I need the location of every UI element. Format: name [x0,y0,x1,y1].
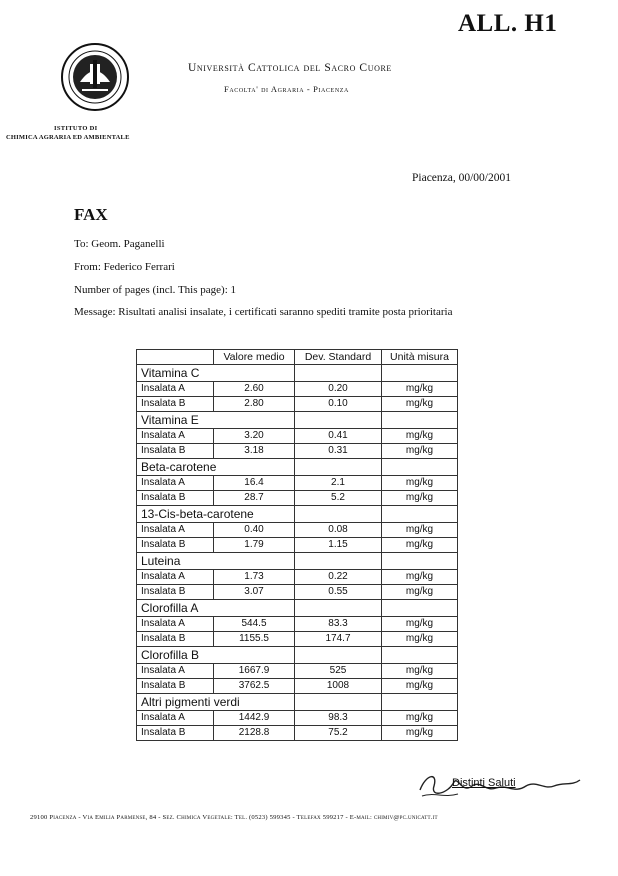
table-cell: 1008 [295,679,382,694]
table-group-row [137,694,458,711]
table-row [137,679,458,694]
table-row [137,491,458,506]
table-cell: Insalata A [137,617,214,632]
group-name: Vitamina E [137,412,295,429]
table-group-row [137,647,458,664]
table-cell: 2.60 [214,382,295,397]
table-cell: 0.55 [295,585,382,600]
table-group-row [137,412,458,429]
table-cell: mg/kg [382,570,458,585]
table-cell: 1.73 [214,570,295,585]
table-row [137,585,458,600]
table-cell: 525 [295,664,382,679]
document-date: Piacenza, 00/00/2001 [412,172,512,184]
table-cell: 1442.9 [214,711,295,726]
table-cell: mg/kg [382,476,458,491]
table-header-cell: Unità misura [382,350,458,365]
table-cell: 3.07 [214,585,295,600]
table-cell: 0.22 [295,570,382,585]
table-row [137,523,458,538]
table-cell: Insalata A [137,523,214,538]
table-header-row [137,350,458,365]
table-cell: 0.10 [295,397,382,412]
results-table [136,349,458,741]
fax-title: FAX [74,205,108,224]
table-cell: mg/kg [382,444,458,459]
table-cell: mg/kg [382,523,458,538]
empty-cell [295,412,382,429]
faculty-name: Facolta' di Agraria - Piacenza [224,84,349,94]
table-header-cell: Dev. Standard [295,350,382,365]
group-name: Vitamina C [137,365,295,382]
table-cell: Insalata B [137,679,214,694]
table-cell: 75.2 [295,726,382,741]
table-cell: mg/kg [382,664,458,679]
table-cell: 0.40 [214,523,295,538]
institute-line-1: ISTITUTO DI [54,125,98,132]
table-cell: 0.41 [295,429,382,444]
empty-cell [295,694,382,711]
university-seal-icon [60,42,130,112]
table-cell: mg/kg [382,491,458,506]
table-cell: 16.4 [214,476,295,491]
table-row [137,726,458,741]
table-cell: Insalata A [137,382,214,397]
group-name: Clorofilla B [137,647,295,664]
table-row [137,382,458,397]
table-cell: Insalata B [137,585,214,600]
closing-greeting: Distinti Saluti [452,777,516,789]
footer-address: 29100 Piacenza - Via Emilia Parmense, 84 - Sez. Chimica Vegetale: Tel. (0523) 599345 - Telefax 599217 - E-mail: chimiv@pc.unicatt.it [30,814,438,821]
table-cell: 3.18 [214,444,295,459]
table-header-cell: Valore medio [214,350,295,365]
table-cell: 98.3 [295,711,382,726]
table-row [137,570,458,585]
table-header-cell [137,350,214,365]
table-cell: mg/kg [382,632,458,647]
fax-to: To: Geom. Paganelli [74,238,165,250]
table-cell: mg/kg [382,585,458,600]
table-cell: Insalata B [137,632,214,647]
table-group-row [137,459,458,476]
table-cell: 28.7 [214,491,295,506]
table-row [137,664,458,679]
table-cell: 0.31 [295,444,382,459]
table-cell: Insalata A [137,664,214,679]
table-row [137,617,458,632]
table-cell: 174.7 [295,632,382,647]
table-row [137,429,458,444]
table-cell: 83.3 [295,617,382,632]
table-cell: mg/kg [382,382,458,397]
empty-cell [382,459,458,476]
table-cell: 1667.9 [214,664,295,679]
empty-cell [295,553,382,570]
table-cell: Insalata B [137,726,214,741]
group-name: 13-Cis-beta-carotene [137,506,295,523]
table-cell: Insalata A [137,711,214,726]
attachment-label: ALL. H1 [458,10,558,37]
table-cell: 544.5 [214,617,295,632]
table-cell: mg/kg [382,429,458,444]
empty-cell [295,365,382,382]
table-cell: 1.79 [214,538,295,553]
empty-cell [382,553,458,570]
table-cell: Insalata B [137,444,214,459]
table-cell: Insalata A [137,429,214,444]
group-name: Clorofilla A [137,600,295,617]
table-group-row [137,553,458,570]
group-name: Beta-carotene [137,459,295,476]
fax-from: From: Federico Ferrari [74,261,175,273]
table-cell: Insalata A [137,570,214,585]
table-group-row [137,506,458,523]
table-row [137,444,458,459]
empty-cell [382,647,458,664]
table-group-row [137,600,458,617]
table-cell: Insalata B [137,397,214,412]
empty-cell [382,600,458,617]
table-cell: 0.20 [295,382,382,397]
results-table-container [136,349,458,741]
table-cell: 0.08 [295,523,382,538]
empty-cell [295,600,382,617]
table-group-row [137,365,458,382]
fax-message: Message: Risultati analisi insalate, i certificati saranno spediti tramite posta prioritaria [74,306,453,318]
table-cell: 3762.5 [214,679,295,694]
group-name: Altri pigmenti verdi [137,694,295,711]
table-cell: 3.20 [214,429,295,444]
table-row [137,632,458,647]
table-cell: mg/kg [382,617,458,632]
empty-cell [382,694,458,711]
fax-pages: Number of pages (incl. This page): 1 [74,284,237,296]
empty-cell [382,365,458,382]
table-cell: Insalata B [137,491,214,506]
table-row [137,538,458,553]
table-cell: mg/kg [382,397,458,412]
table-row [137,476,458,491]
institute-line-2: CHIMICA AGRARIA ED AMBIENTALE [6,134,130,141]
table-row [137,397,458,412]
group-name: Luteina [137,553,295,570]
table-cell: 1.15 [295,538,382,553]
table-cell: mg/kg [382,726,458,741]
table-cell: 5.2 [295,491,382,506]
table-cell: Insalata A [137,476,214,491]
table-cell: 1155.5 [214,632,295,647]
table-cell: 2.80 [214,397,295,412]
table-row [137,711,458,726]
university-name: Università Cattolica del Sacro Cuore [188,62,392,74]
empty-cell [382,506,458,523]
empty-cell [295,459,382,476]
table-cell: mg/kg [382,711,458,726]
table-cell: mg/kg [382,679,458,694]
table-cell: mg/kg [382,538,458,553]
table-cell: Insalata B [137,538,214,553]
empty-cell [295,647,382,664]
empty-cell [382,412,458,429]
table-cell: 2.1 [295,476,382,491]
table-cell: 2128.8 [214,726,295,741]
empty-cell [295,506,382,523]
